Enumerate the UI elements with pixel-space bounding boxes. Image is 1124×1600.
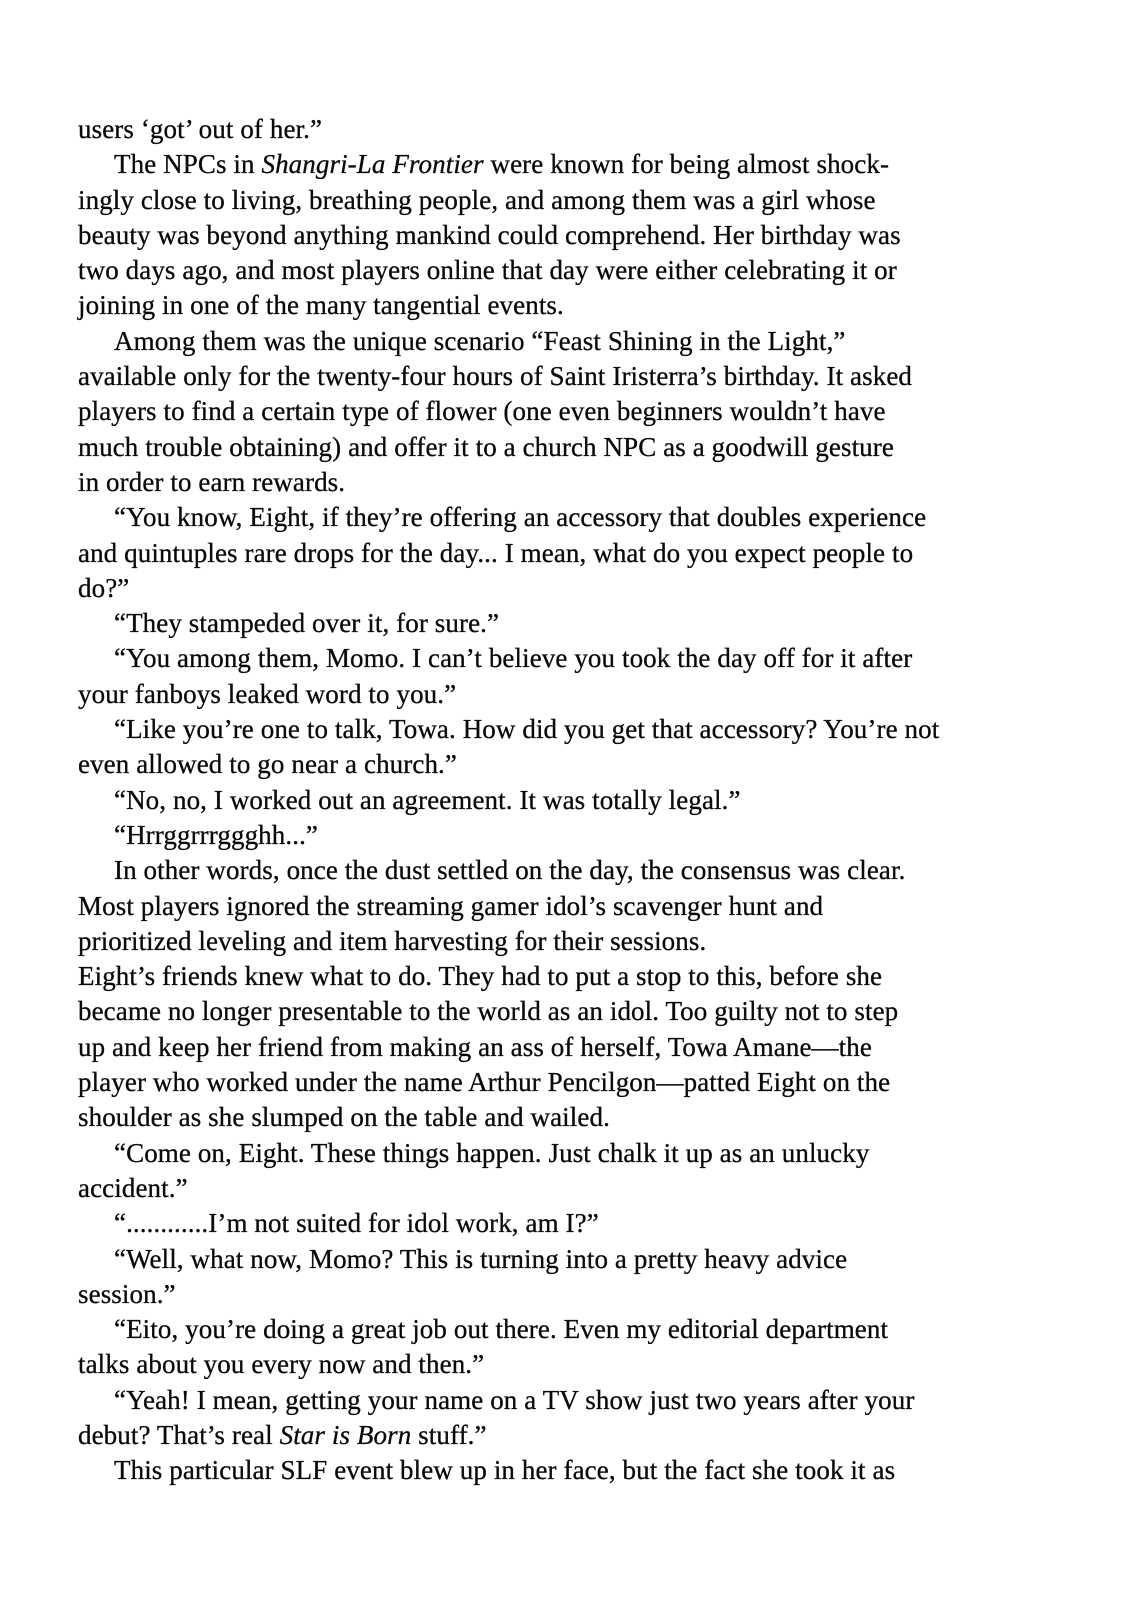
body-text: accident.” bbox=[78, 1172, 188, 1203]
body-text: up and keep her friend from making an ass of herself, Towa Amane—the bbox=[78, 1031, 872, 1062]
body-text: your fanboys leaked word to you.” bbox=[78, 678, 457, 709]
body-text: Eight’s friends knew what to do. They had to put a stop to this, before she bbox=[78, 961, 883, 992]
text-line bbox=[78, 1453, 1063, 1488]
body-text: players to find a certain type of flower (one even beginners wouldn’t have bbox=[78, 396, 886, 427]
body-text: debut? That’s real bbox=[78, 1419, 280, 1450]
text-line bbox=[78, 112, 1063, 147]
text-line bbox=[78, 1065, 1063, 1100]
text-line bbox=[78, 183, 1063, 218]
text-line bbox=[78, 606, 1063, 641]
body-text: in order to earn rewards. bbox=[78, 466, 346, 497]
text-line bbox=[78, 1277, 1063, 1312]
italic-title-text: Star is Born bbox=[279, 1419, 412, 1450]
text-line bbox=[78, 359, 1063, 394]
body-text: were known for being almost shock- bbox=[483, 149, 890, 180]
text-line bbox=[78, 712, 1063, 747]
body-text: “Like you’re one to talk, Towa. How did you get that accessory? You’re not bbox=[114, 714, 940, 745]
text-line bbox=[78, 253, 1063, 288]
body-text: do?” bbox=[78, 572, 130, 603]
body-text: and quintuples rare drops for the day... I mean, what do you expect people to bbox=[78, 537, 914, 568]
body-text: “You know, Eight, if they’re offering an accessory that doubles experience bbox=[114, 502, 927, 533]
body-text: “............I’m not suited for idol work, am I?” bbox=[114, 1208, 599, 1239]
text-line bbox=[78, 1418, 1063, 1453]
text-line bbox=[78, 1312, 1063, 1347]
text-line bbox=[78, 924, 1063, 959]
text-line bbox=[78, 677, 1063, 712]
body-text: The NPCs in bbox=[114, 149, 262, 180]
body-text: available only for the twenty-four hours of Saint Iristerra’s birthday. It asked bbox=[78, 361, 913, 392]
body-text: “They stampeded over it, for sure.” bbox=[114, 608, 500, 639]
text-line bbox=[78, 853, 1063, 888]
text-line bbox=[78, 465, 1063, 500]
italic-title-text: Shangri-La Frontier bbox=[261, 149, 484, 180]
body-text: beauty was beyond anything mankind could comprehend. Her birthday was bbox=[78, 219, 901, 250]
text-line bbox=[78, 1383, 1063, 1418]
body-text: “Come on, Eight. These things happen. Just chalk it up as an unlucky bbox=[114, 1137, 870, 1168]
text-line bbox=[78, 500, 1063, 535]
text-line bbox=[78, 959, 1063, 994]
body-text: player who worked under the name Arthur Pencilgon—patted Eight on the bbox=[78, 1067, 891, 1098]
body-text: stuff.” bbox=[411, 1419, 487, 1450]
text-line bbox=[78, 1206, 1063, 1241]
text-line bbox=[78, 1100, 1063, 1135]
body-text: much trouble obtaining) and offer it to a church NPC as a goodwill gesture bbox=[78, 431, 894, 462]
body-text: joining in one of the many tangential events. bbox=[78, 290, 564, 321]
text-line bbox=[78, 288, 1063, 323]
text-line bbox=[78, 994, 1063, 1029]
text-line bbox=[78, 747, 1063, 782]
body-text: “No, no, I worked out an agreement. It was totally legal.” bbox=[114, 784, 741, 815]
body-text: This particular SLF event blew up in her face, but the fact she took it as bbox=[114, 1455, 896, 1486]
page-text bbox=[78, 112, 1063, 1489]
body-text: shoulder as she slumped on the table and wailed. bbox=[78, 1102, 610, 1133]
body-text: users ‘got’ out of her.” bbox=[78, 114, 323, 144]
text-line bbox=[78, 1171, 1063, 1206]
text-line bbox=[78, 1030, 1063, 1065]
body-text: even allowed to go near a church.” bbox=[78, 749, 457, 780]
body-text: “Eito, you’re doing a great job out there. Even my editorial department bbox=[114, 1314, 889, 1345]
text-line bbox=[78, 1347, 1063, 1382]
body-text: “You among them, Momo. I can’t believe you took the day off for it after bbox=[114, 643, 913, 674]
body-text: two days ago, and most players online that day were either celebrating it or bbox=[78, 255, 897, 286]
text-line bbox=[78, 430, 1063, 465]
text-line bbox=[78, 641, 1063, 676]
body-text: In other words, once the dust settled on the day, the consensus was clear. bbox=[114, 855, 906, 886]
text-line bbox=[78, 818, 1063, 853]
text-line bbox=[78, 1242, 1063, 1277]
body-text: Among them was the unique scenario “Feast Shining in the Light,” bbox=[114, 325, 846, 356]
body-text: “Hrrggrrrggghh...” bbox=[114, 819, 318, 850]
text-line bbox=[78, 324, 1063, 359]
body-text: “Well, what now, Momo? This is turning into a pretty heavy advice bbox=[114, 1243, 848, 1274]
text-line bbox=[78, 394, 1063, 429]
body-text: Most players ignored the streaming gamer idol’s scavenger hunt and bbox=[78, 890, 824, 921]
body-text: prioritized leveling and item harvesting for their sessions. bbox=[78, 925, 707, 956]
text-line bbox=[78, 536, 1063, 571]
body-text: ingly close to living, breathing people, and among them was a girl whose bbox=[78, 184, 876, 215]
text-line bbox=[78, 218, 1063, 253]
text-line bbox=[78, 571, 1063, 606]
body-text: session.” bbox=[78, 1278, 176, 1309]
body-text: became no longer presentable to the world as an idol. Too guilty not to step bbox=[78, 996, 899, 1027]
body-text: talks about you every now and then.” bbox=[78, 1349, 485, 1380]
text-line bbox=[78, 147, 1063, 182]
text-line bbox=[78, 1136, 1063, 1171]
body-text: “Yeah! I mean, getting your name on a TV show just two years after your bbox=[114, 1384, 915, 1415]
text-line bbox=[78, 889, 1063, 924]
text-line bbox=[78, 783, 1063, 818]
